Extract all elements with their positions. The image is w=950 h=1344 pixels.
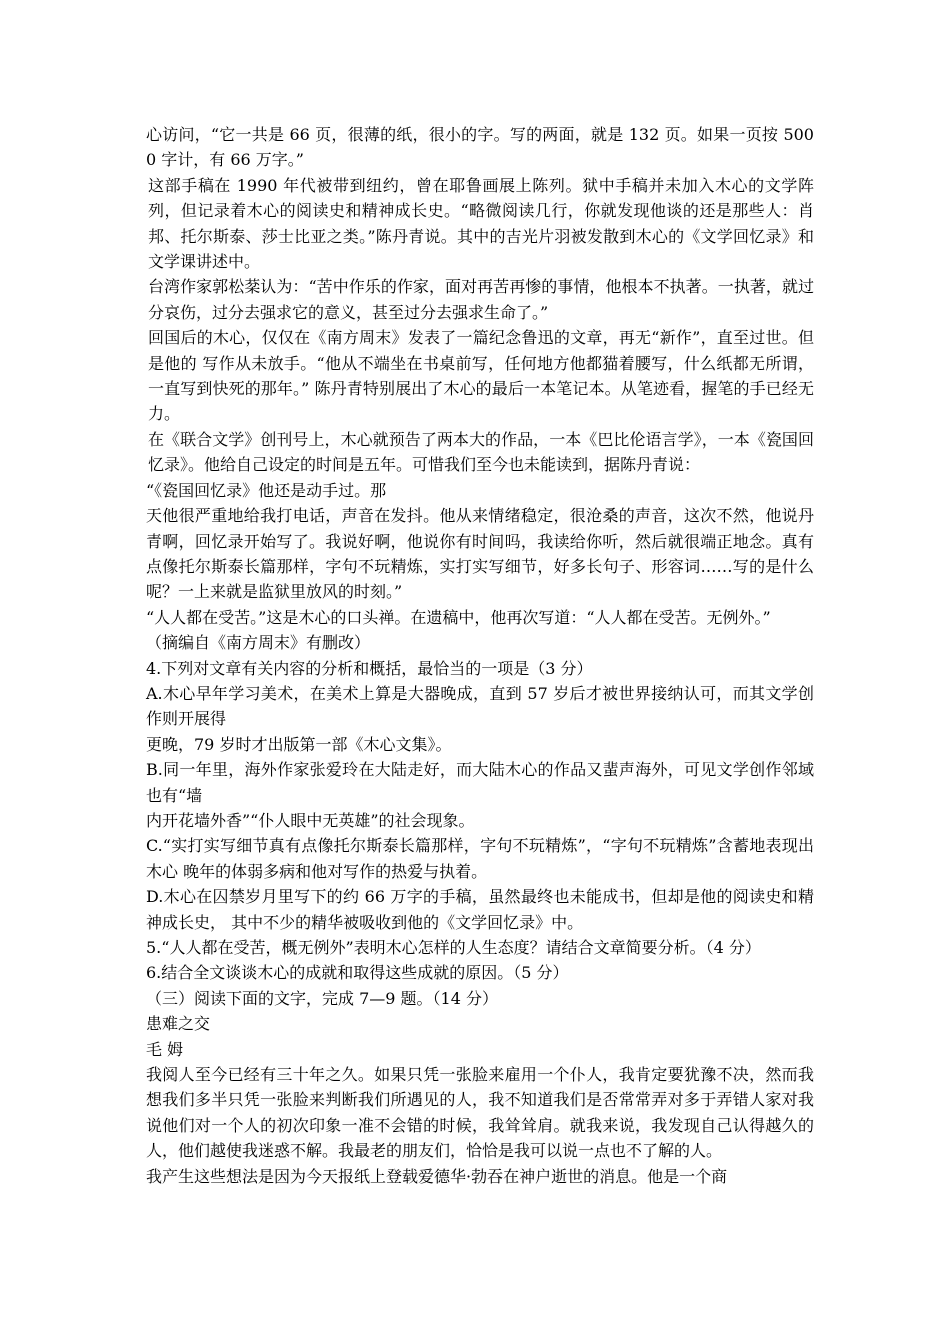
question-4: 4.下列对文章有关内容的分析和概括，最恰当的一项是（3 分）: [146, 658, 593, 678]
paragraph: 台湾作家郭松棻认为：“苦中作乐的作家，面对再苦再惨的事情，他根本不执著。一执著，就过分哀伤，过分去强求它的意义，甚至过分去强求生命了。”: [148, 277, 814, 322]
paragraph: 回国后的木心，仅仅在《南方周末》发表了一篇纪念鲁迅的文章，再无“新作”，直至过世。但是他的 写作从未放手。“他从不端坐在书桌前写，任何地方他都猫着腰写，什么纸都无所谓，一直写到快死的那年。” 陈丹青特别展出了木心的最后一本笔记本。从笔迹看，握笔的手已经无力。: [148, 328, 814, 424]
section-heading: （三）阅读下面的文字，完成 7—9 题。（14 分）: [146, 988, 498, 1008]
paragraph: 心访问，“它一共是 66 页，很薄的纸，很小的字。写的两面，就是 132 页。如果一页按 5000 字计，有 66 万字。”: [146, 125, 814, 170]
paragraph: 这部手稿在 1990 年代被带到纽约，曾在耶鲁画展上陈列。狱中手稿并未加入木心的文学阵列，但记录着木心的阅读史和精神成长史。“略微阅读几行，你就发现他谈的还是那些人：肖邦、托尔斯泰、莎士比亚之类。”陈丹青说。其中的吉光片羽被发散到木心的《文学回忆录》和文学课讲述中。: [148, 175, 814, 272]
question-5: 5.“人人都在受苦，概无例外”表明木心怎样的人生态度？请结合文章简要分析。（4 分）: [146, 938, 761, 957]
option-a: A.木心早年学习美术，在美术上算是大器晚成，直到 57 岁后才被世界接纳认可，而其文学创作则开展得: [146, 683, 814, 729]
option-a-continued: 更晚，79 岁时才出版第一部《木心文集》。: [146, 734, 452, 754]
paragraph: “人人都在受苦。”这是木心的口头禅。在遗稿中，他再次写道：“人人都在受苦。无例外。”: [146, 607, 771, 627]
paragraph: “《瓷国回忆录》他还是动手过。那: [146, 480, 387, 500]
paragraph: 我阅人至今已经有三十年之久。如果只凭一张脸来雇用一个仆人，我肯定要犹豫不决，然而我想我们多半只凭一张脸来判断我们所遇见的人，我不知道我们是否常常弄对多于弄错人家对我说他们对一个人的初次印象一准不会错的时候，我耸耸肩。就我来说，我发现自己认得越久的人，他们越使我迷惑不解。我最老的朋友们，恰恰是我可以说一点也不了解的人。: [146, 1065, 814, 1161]
option-b: B.同一年里，海外作家张爱玲在大陆走好，而大陆木心的作品又蜚声海外，可见文学创作邻域也有“墙: [146, 760, 814, 805]
paragraph: 在《联合文学》创刊号上，木心就预告了两本大的作品，一本《巴比伦语言学》，一本《瓷国回忆录》。他给自己设定的时间是五年。可惜我们至今也未能读到，据陈丹青说：: [148, 429, 814, 475]
article-author: 毛 姆: [146, 1039, 184, 1059]
source-note: （摘编自《南方周末》有删改）: [146, 633, 371, 653]
document-page: [146, 122, 814, 1189]
option-b-continued: 内开花墙外香”“仆人眼中无英雄”的社会现象。: [146, 810, 475, 830]
option-c: C.“实打实写细节真有点像托尔斯泰长篇那样，字句不玩精炼”，“字句不玩精炼”含蓄地表现出木心 晚年的体弱多病和他对写作的热爱与执着。: [146, 836, 814, 881]
article-title: 患难之交: [146, 1014, 211, 1034]
paragraph: 天他很严重地给我打电话，声音在发抖。他从来情绪稳定，很沧桑的声音，这次不然，他说丹青啊，回忆录开始写了。我说好啊，他说你有时间吗，我读给你听，然后就很端正地念。真有点像托尔斯泰长篇那样，字句不玩精炼，实打实写细节，好多长句子、形容词……写的是什么呢？一上来就是监狱里放风的时刻。”: [146, 506, 814, 602]
option-d: D.木心在囚禁岁月里写下的约 66 万字的手稿，虽然最终也未能成书，但却是他的阅读史和精神成长史， 其中不少的精华被吸收到他的《文学回忆录》中。: [146, 887, 814, 932]
paragraph: 我产生这些想法是因为今天报纸上登载爱德华·勃吞在神户逝世的消息。他是一个商: [146, 1166, 728, 1186]
question-6: 6.结合全文谈谈木心的成就和取得这些成就的原因。（5 分）: [146, 963, 569, 983]
